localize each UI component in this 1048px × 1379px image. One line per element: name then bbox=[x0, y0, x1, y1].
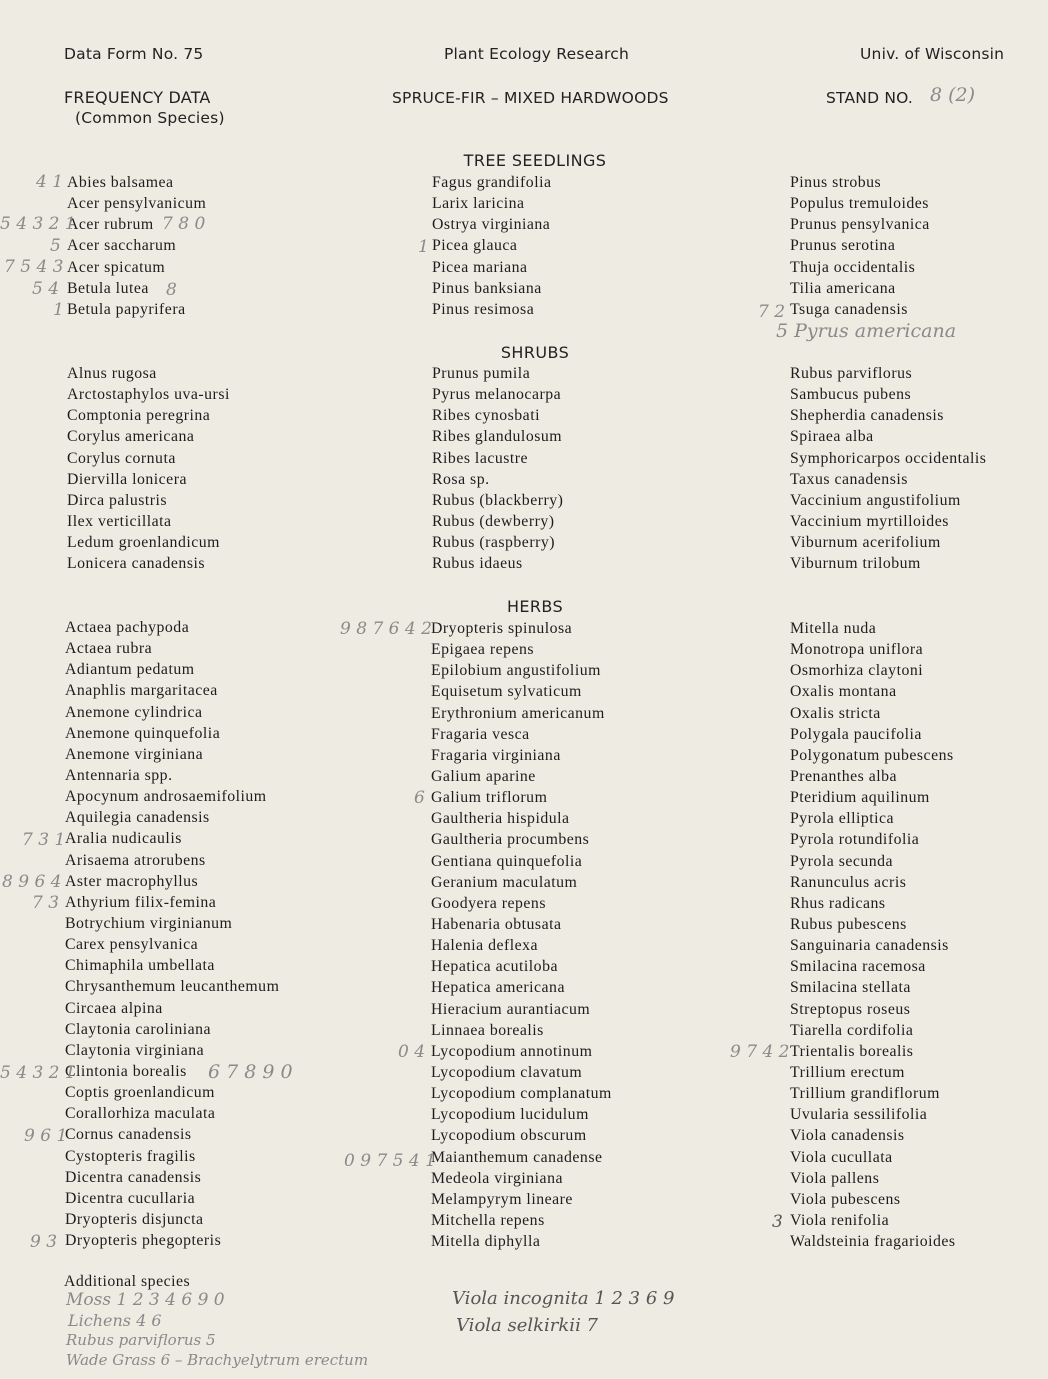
annotation-cornus: 9 6 1 bbox=[24, 1126, 68, 1146]
list-item: Prenanthes alba bbox=[790, 767, 898, 785]
list-item: Pyrola secunda bbox=[790, 852, 894, 870]
list-item: Vaccinium myrtilloides bbox=[790, 512, 949, 530]
list-item: Erythronium americanum bbox=[431, 704, 605, 722]
list-item: Osmorhiza claytoni bbox=[790, 662, 924, 680]
annotation-acer-spicatum: 7 5 4 3 bbox=[4, 257, 64, 277]
list-item: Ranunculus acris bbox=[790, 873, 907, 891]
list-item: Rhus radicans bbox=[790, 894, 886, 912]
list-item: Pyrola elliptica bbox=[790, 810, 895, 828]
list-item: Carex pensylvanica bbox=[65, 936, 199, 954]
list-item: Uvularia sessilifolia bbox=[790, 1106, 928, 1124]
list-item: Goodyera repens bbox=[431, 894, 546, 912]
list-item: Corylus americana bbox=[67, 428, 195, 446]
list-item: Chrysanthemum leucanthemum bbox=[65, 978, 280, 996]
section-title-herbs: HERBS bbox=[506, 597, 564, 616]
list-item: Polygala paucifolia bbox=[790, 725, 922, 743]
frequency-subtitle: (Common Species) bbox=[75, 109, 225, 127]
list-item: Lycopodium clavatum bbox=[431, 1063, 583, 1081]
list-item: Pinus strobus bbox=[790, 174, 882, 191]
list-item: Betula papyrifera bbox=[67, 300, 186, 318]
list-item: Claytonia virginiana bbox=[65, 1041, 205, 1059]
annotation-acer-rubrum-left: 5 4 3 2 1 bbox=[0, 214, 76, 234]
list-item: Viburnum acerifolium bbox=[790, 534, 941, 552]
list-item: Coptis groenlandicum bbox=[65, 1084, 215, 1102]
form-number: Data Form No. 75 bbox=[64, 45, 204, 63]
list-item: Actaea rubra bbox=[65, 640, 153, 658]
list-item: Waldsteinia fragarioides bbox=[790, 1233, 956, 1251]
additional-line-1: Moss 1 2 3 4 6 9 0 bbox=[66, 1290, 225, 1310]
frequency-title: FREQUENCY DATA bbox=[64, 88, 211, 107]
list-item: Comptonia peregrina bbox=[67, 407, 211, 425]
list-item: Acer rubrum bbox=[67, 216, 154, 234]
list-item: Ledum groenlandicum bbox=[67, 534, 220, 552]
list-item: Dicentra canadensis bbox=[65, 1168, 202, 1186]
list-item: Acer saccharum bbox=[67, 237, 177, 255]
list-item: Viola pubescens bbox=[790, 1190, 901, 1208]
list-item: Maianthemum canadense bbox=[431, 1148, 603, 1166]
section-title-shrubs: SHRUBS bbox=[500, 343, 570, 362]
list-item: Tilia americana bbox=[790, 279, 896, 297]
annotation-betula-lutea-right: 8 bbox=[166, 280, 177, 300]
list-item: Prunus serotina bbox=[790, 237, 896, 255]
list-item: Betula lutea bbox=[67, 279, 149, 297]
list-item: Chimaphila umbellata bbox=[65, 957, 215, 975]
annotation-pyrus-americana: 5 Pyrus americana bbox=[776, 320, 957, 342]
list-item: Ribes cynosbati bbox=[432, 407, 540, 425]
list-item: Rubus pubescens bbox=[790, 915, 907, 933]
list-item: Arctostaphylos uva-ursi bbox=[67, 386, 230, 404]
list-item: Adiantum pedatum bbox=[65, 661, 195, 679]
list-item: Pinus banksiana bbox=[432, 279, 542, 297]
list-item: Anemone quinquefolia bbox=[65, 724, 221, 742]
list-item: Polygonatum pubescens bbox=[790, 746, 954, 764]
list-item: Lycopodium obscurum bbox=[431, 1127, 587, 1145]
list-item: Hieracium aurantiacum bbox=[431, 1000, 591, 1018]
list-item: Sambucus pubens bbox=[790, 386, 912, 404]
list-item: Circaea alpina bbox=[65, 999, 163, 1017]
additional-right-line-1: Viola incognita 1 2 3 6 9 bbox=[452, 1288, 675, 1309]
herbs-col-3 bbox=[790, 618, 956, 1252]
list-item: Aster macrophyllus bbox=[65, 872, 199, 890]
herbs-col-2 bbox=[431, 618, 612, 1252]
list-item: Corylus cornuta bbox=[67, 449, 176, 467]
herbs-col-1 bbox=[65, 617, 279, 1251]
list-item: Galium triflorum bbox=[431, 789, 548, 807]
list-item: Populus tremuloides bbox=[790, 195, 929, 213]
list-item: Gaultheria hispidula bbox=[431, 810, 570, 828]
annotation-clintonia-left: 5 4 3 2 1 bbox=[0, 1063, 76, 1083]
stand-label: STAND NO. bbox=[826, 89, 914, 107]
list-item: Equisetum sylvaticum bbox=[431, 683, 582, 701]
annotation-athyrium: 7 3 bbox=[32, 893, 60, 913]
annotation-dryopteris-spinulosa: 9 8 7 6 4 2 bbox=[340, 619, 432, 639]
list-item: Mitella diphylla bbox=[431, 1233, 541, 1251]
list-item: Ribes lacustre bbox=[432, 449, 529, 467]
list-item: Dicentra cucullaria bbox=[65, 1189, 196, 1207]
list-item: Medeola virginiana bbox=[431, 1169, 563, 1187]
list-item: Smilacina stellata bbox=[790, 979, 911, 997]
list-item: Alnus rugosa bbox=[67, 365, 157, 382]
list-item: Claytonia caroliniana bbox=[65, 1020, 212, 1038]
list-item: Oxalis montana bbox=[790, 683, 897, 701]
annotation-aralia: 7 3 1 bbox=[22, 830, 66, 850]
list-item: Spiraea alba bbox=[790, 428, 874, 446]
list-item: Halenia deflexa bbox=[431, 937, 539, 955]
list-item: Tsuga canadensis bbox=[790, 300, 908, 318]
list-item: Lycopodium complanatum bbox=[431, 1085, 612, 1103]
list-item: Trillium grandiflorum bbox=[790, 1085, 940, 1103]
list-item: Botrychium virginianum bbox=[65, 914, 233, 932]
list-item: Rosa sp. bbox=[432, 470, 490, 488]
list-item: Rubus (raspberry) bbox=[432, 534, 555, 552]
list-item: Pyrus melanocarpa bbox=[432, 386, 562, 404]
additional-species-label: Additional species bbox=[64, 1273, 191, 1290]
list-item: Melampyrym lineare bbox=[431, 1190, 573, 1208]
list-item: Abies balsamea bbox=[67, 174, 174, 191]
list-item: Antennaria spp. bbox=[65, 766, 173, 784]
list-item: Apocynum androsaemifolium bbox=[65, 788, 267, 806]
forest-type: SPRUCE-FIR – MIXED HARDWOODS bbox=[392, 89, 669, 107]
list-item: Symphoricarpos occidentalis bbox=[790, 449, 987, 467]
list-item: Linnaea borealis bbox=[431, 1021, 544, 1039]
annotation-tsuga: 7 2 bbox=[758, 302, 786, 322]
annotation-abies: 4 1 bbox=[36, 172, 64, 192]
list-item: Shepherdia canadensis bbox=[790, 407, 944, 425]
list-item: Dryopteris disjuncta bbox=[65, 1210, 204, 1228]
annotation-maianthemum: 0 9 7 5 4 1 bbox=[344, 1151, 436, 1171]
list-item: Rubus parviflorus bbox=[790, 365, 913, 382]
list-item: Fragaria vesca bbox=[431, 725, 530, 743]
list-item: Actaea pachypoda bbox=[65, 619, 190, 636]
shrubs-col-3 bbox=[790, 363, 986, 574]
list-item: Rubus idaeus bbox=[432, 555, 523, 573]
list-item: Pinus resimosa bbox=[432, 300, 535, 318]
section-title-tree-seedlings: TREE SEEDLINGS bbox=[463, 151, 607, 170]
list-item: Dryopteris phegopteris bbox=[65, 1232, 222, 1250]
list-item: Cystopteris fragilis bbox=[65, 1147, 196, 1165]
list-item: Epigaea repens bbox=[431, 641, 535, 659]
list-item: Athyrium filix-femina bbox=[65, 893, 217, 911]
list-item: Corallorhiza maculata bbox=[65, 1105, 216, 1123]
list-item: Pyrola rotundifolia bbox=[790, 831, 920, 849]
list-item: Hepatica acutiloba bbox=[431, 958, 558, 976]
list-item: Lycopodium lucidulum bbox=[431, 1106, 589, 1124]
list-item: Habenaria obtusata bbox=[431, 915, 562, 933]
list-item: Anemone cylindrica bbox=[65, 703, 203, 721]
list-item: Fagus grandifolia bbox=[432, 174, 552, 191]
list-item: Rubus (blackberry) bbox=[432, 491, 564, 509]
annotation-acer-rubrum-right: 7 8 0 bbox=[162, 214, 206, 234]
list-item: Picea glauca bbox=[432, 237, 518, 255]
list-item: Viola cucullata bbox=[790, 1148, 893, 1166]
list-item: Ribes glandulosum bbox=[432, 428, 563, 446]
list-item: Prunus pensylvanica bbox=[790, 216, 930, 234]
list-item: Acer spicatum bbox=[67, 258, 166, 276]
list-item: Pteridium aquilinum bbox=[790, 789, 930, 807]
annotation-acer-saccharum: 5 bbox=[50, 236, 61, 256]
additional-line-2: Lichens 4 6 bbox=[68, 1311, 162, 1330]
list-item: Trientalis borealis bbox=[790, 1042, 914, 1060]
list-item: Tiarella cordifolia bbox=[790, 1021, 914, 1039]
tree-seedlings-col-2 bbox=[432, 172, 552, 320]
list-item: Sanguinaria canadensis bbox=[790, 937, 949, 955]
list-item: Ostrya virginiana bbox=[432, 216, 551, 234]
list-item: Aralia nudicaulis bbox=[65, 830, 182, 848]
shrubs-col-1 bbox=[67, 363, 230, 574]
list-item: Picea mariana bbox=[432, 258, 528, 276]
list-item: Mitella nuda bbox=[790, 620, 877, 637]
annotation-lycopodium-annotinum: 0 4 bbox=[398, 1042, 426, 1062]
annotation-viola-renifolia: 3 bbox=[772, 1212, 783, 1232]
annotation-betula-lutea-left: 5 4 bbox=[32, 279, 60, 299]
list-item: Anemone virginiana bbox=[65, 745, 204, 763]
list-item: Lycopodium annotinum bbox=[431, 1042, 593, 1060]
list-item: Arisaema atrorubens bbox=[65, 851, 206, 869]
list-item: Monotropa uniflora bbox=[790, 641, 924, 659]
list-item: Aquilegia canadensis bbox=[65, 809, 210, 827]
additional-line-4: Wade Grass 6 – Brachyelytrum erectum bbox=[66, 1351, 369, 1369]
list-item: Acer pensylvanicum bbox=[67, 195, 207, 213]
list-item: Viola renifolia bbox=[790, 1211, 890, 1229]
list-item: Dryopteris spinulosa bbox=[431, 620, 573, 637]
list-item: Prunus pumila bbox=[432, 365, 531, 382]
tree-seedlings-col-1 bbox=[67, 172, 206, 320]
list-item: Rubus (dewberry) bbox=[432, 512, 555, 530]
list-item: Thuja occidentalis bbox=[790, 258, 916, 276]
annotation-picea-glauca: 1 bbox=[418, 237, 429, 257]
annotation-clintonia-right: 6 7 8 9 0 bbox=[208, 1061, 293, 1083]
list-item: Geranium maculatum bbox=[431, 873, 578, 891]
list-item: Clintonia borealis bbox=[65, 1062, 187, 1080]
list-item: Hepatica americana bbox=[431, 979, 565, 997]
list-item: Viola canadensis bbox=[790, 1127, 905, 1145]
annotation-aster: 8 9 6 4 bbox=[2, 872, 62, 892]
annotation-galium-triflorum: 6 bbox=[414, 788, 425, 808]
annotation-dryopteris-phegopteris: 9 3 bbox=[30, 1232, 58, 1252]
list-item: Oxalis stricta bbox=[790, 704, 881, 722]
annotation-betula-papyrifera: 1 bbox=[53, 300, 64, 320]
university: Univ. of Wisconsin bbox=[860, 45, 1005, 63]
shrubs-col-2 bbox=[432, 363, 563, 574]
list-item: Fragaria virginiana bbox=[431, 746, 561, 764]
list-item: Lonicera canadensis bbox=[67, 555, 206, 573]
list-item: Viola pallens bbox=[790, 1169, 880, 1187]
list-item: Anaphlis margaritacea bbox=[65, 682, 218, 700]
list-item: Gaultheria procumbens bbox=[431, 831, 590, 849]
annotation-trientalis: 9 7 4 2 bbox=[730, 1042, 790, 1062]
organization: Plant Ecology Research bbox=[444, 45, 630, 63]
list-item: Smilacina racemosa bbox=[790, 958, 926, 976]
list-item: Ilex verticillata bbox=[67, 512, 172, 530]
list-item: Vaccinium angustifolium bbox=[790, 491, 961, 509]
list-item: Cornus canadensis bbox=[65, 1126, 192, 1144]
list-item: Galium aparine bbox=[431, 767, 536, 785]
list-item: Diervilla lonicera bbox=[67, 470, 187, 488]
list-item: Dirca palustris bbox=[67, 491, 168, 509]
list-item: Trillium erectum bbox=[790, 1063, 905, 1081]
stand-number-handwritten: 8 (2) bbox=[930, 84, 976, 106]
list-item: Viburnum trilobum bbox=[790, 555, 921, 573]
list-item: Streptopus roseus bbox=[790, 1000, 911, 1018]
list-item: Gentiana quinquefolia bbox=[431, 852, 583, 870]
list-item: Taxus canadensis bbox=[790, 470, 908, 488]
list-item: Larix laricina bbox=[432, 195, 525, 213]
tree-seedlings-col-3 bbox=[790, 172, 930, 320]
additional-right-line-2: Viola selkirkii 7 bbox=[456, 1315, 598, 1336]
list-item: Mitchella repens bbox=[431, 1211, 545, 1229]
list-item: Epilobium angustifolium bbox=[431, 662, 601, 680]
additional-line-3: Rubus parviflorus 5 bbox=[66, 1331, 216, 1349]
